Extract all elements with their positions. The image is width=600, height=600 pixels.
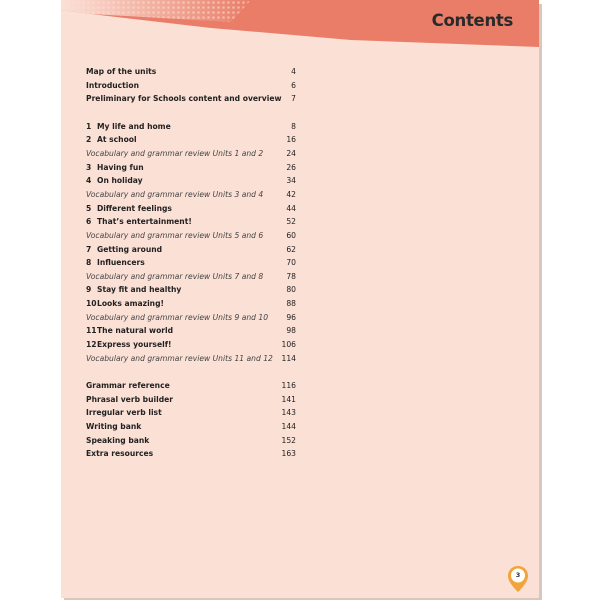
unit-number: 8 [86, 258, 92, 268]
toc-row [86, 407, 296, 419]
toc-entry [86, 394, 173, 406]
toc-page-number: 7 [291, 94, 296, 104]
toc-row [86, 380, 296, 392]
toc-entry [86, 93, 282, 105]
toc-review-row [86, 271, 296, 283]
toc-row [86, 257, 296, 269]
toc-row [86, 93, 296, 105]
toc-entry [86, 134, 137, 146]
toc-entry [86, 230, 263, 242]
toc-entry-title: Different feelings [97, 203, 172, 213]
unit-number: 2 [86, 135, 92, 145]
toc-page-number: 114 [281, 353, 296, 363]
toc-page-number: 24 [286, 148, 296, 158]
toc-entry-title: Phrasal verb builder [86, 394, 174, 404]
toc-entry-title: My life and home [97, 121, 171, 131]
toc-row [86, 203, 296, 215]
toc-page-number: 163 [281, 449, 296, 459]
toc-entry [86, 435, 149, 447]
page-edge-shadow [539, 4, 542, 600]
toc-entry-title: Grammar reference [86, 380, 170, 390]
toc-page-number: 4 [291, 67, 296, 76]
toc-row [86, 325, 296, 337]
toc-review-row [86, 189, 296, 201]
toc-row [86, 121, 296, 133]
toc-page-number: 88 [286, 299, 296, 309]
toc-entry-title: Irregular verb list [86, 408, 162, 418]
toc-entry [86, 448, 153, 460]
toc-row [86, 339, 296, 351]
toc-page-number: 143 [281, 408, 296, 418]
toc-entry-title: Introduction [86, 80, 140, 90]
toc-entry [86, 339, 171, 351]
toc-entry-title: The natural world [97, 326, 174, 336]
toc-entry-title: Vocabulary and grammar review Units 5 and 6 [86, 230, 264, 240]
toc-entry [86, 175, 143, 187]
toc-entry [86, 353, 273, 365]
toc-entry-title: At school [97, 135, 137, 145]
toc-entry-title: Map of the units [86, 67, 157, 76]
toc-entry [86, 148, 263, 160]
unit-number: 11 [86, 326, 97, 336]
toc-entry-title: Getting around [97, 244, 163, 254]
toc-entry-title: Speaking bank [86, 435, 150, 445]
toc-entry [86, 421, 141, 433]
toc-row [86, 66, 296, 78]
toc-page-number: 42 [286, 189, 296, 199]
toc-entry [86, 80, 139, 92]
toc-page-number: 98 [286, 326, 296, 336]
toc-page-number: 96 [286, 312, 296, 322]
toc-entry-title: Influencers [97, 258, 145, 268]
toc-row [86, 244, 296, 256]
toc-entry-title: Having fun [97, 162, 144, 172]
toc-entry-title: Vocabulary and grammar review Units 7 and 8 [86, 271, 264, 281]
toc-page-number: 26 [286, 162, 296, 172]
unit-number: 3 [86, 162, 92, 172]
toc-entry-title: Vocabulary and grammar review Units 11 and 12 [86, 353, 273, 363]
toc-entry-title: Stay fit and healthy [97, 285, 182, 295]
toc-row [86, 421, 296, 433]
book-page [61, 0, 539, 598]
toc-review-row [86, 230, 296, 242]
toc-row [86, 284, 296, 296]
toc-review-row [86, 148, 296, 160]
toc-entry [86, 407, 162, 419]
toc-page-number: 6 [291, 80, 296, 90]
toc-entry [86, 298, 164, 310]
toc-entry-title: Extra resources [86, 449, 154, 459]
toc-page-number: 60 [286, 230, 296, 240]
toc-entry [86, 66, 156, 78]
toc-entry [86, 380, 170, 392]
toc-entry [86, 312, 268, 324]
toc-page-number: 78 [286, 271, 296, 281]
toc-entry [86, 162, 144, 174]
unit-number: 10 [86, 299, 97, 309]
toc-page-number: 106 [281, 340, 296, 349]
toc-page-number: 70 [286, 258, 296, 268]
toc-page-number: 152 [281, 435, 296, 445]
toc-page-number: 8 [291, 121, 296, 131]
toc-entry [86, 271, 263, 283]
unit-number: 9 [86, 285, 92, 295]
toc-row [86, 175, 296, 187]
toc-page-number: 16 [286, 135, 296, 145]
toc-page-number: 62 [286, 244, 296, 254]
toc-row [86, 134, 296, 146]
toc-entry [86, 203, 172, 215]
toc-entry-title: That’s entertainment! [97, 217, 192, 227]
toc-entry [86, 284, 181, 296]
unit-number: 4 [86, 176, 92, 186]
toc-entry-title: Writing bank [86, 421, 142, 431]
toc-review-row [86, 312, 296, 324]
toc-entry-title: Express yourself! [97, 340, 172, 349]
toc-page-number: 80 [286, 285, 296, 295]
toc-entry [86, 257, 145, 269]
unit-number: 6 [86, 217, 92, 227]
toc-entry [86, 121, 171, 133]
toc-entry-title: On holiday [97, 176, 143, 186]
toc-entry-title: Vocabulary and grammar review Units 3 and 4 [86, 189, 264, 199]
toc-page-number: 44 [286, 203, 296, 213]
toc-page-number: 34 [286, 176, 296, 186]
toc-row [86, 394, 296, 406]
toc-entry [86, 325, 173, 337]
toc-row [86, 435, 296, 447]
toc-entry [86, 189, 263, 201]
toc-page-number: 141 [281, 394, 296, 404]
toc-row [86, 298, 296, 310]
toc-entry [86, 216, 192, 228]
toc-row [86, 162, 296, 174]
toc-page-number: 116 [281, 380, 296, 390]
page-number: 3 [515, 571, 521, 579]
toc-review-row [86, 353, 296, 365]
toc-entry-title: Vocabulary and grammar review Units 1 and 2 [86, 148, 264, 158]
toc-page-number: 144 [281, 421, 296, 431]
toc-entry-title: Looks amazing! [97, 299, 164, 309]
toc-entry-title: Preliminary for Schools content and overview [86, 94, 282, 104]
toc-entry [86, 244, 162, 256]
toc-row [86, 80, 296, 92]
unit-number: 12 [86, 340, 97, 349]
toc-row [86, 448, 296, 460]
toc-row [86, 216, 296, 228]
toc-page-number: 52 [286, 217, 296, 227]
unit-number: 7 [86, 244, 92, 254]
unit-number: 1 [86, 121, 92, 131]
toc-entry-title: Vocabulary and grammar review Units 9 and 10 [86, 312, 269, 322]
page-title: Contents [431, 11, 513, 30]
unit-number: 5 [86, 203, 92, 213]
